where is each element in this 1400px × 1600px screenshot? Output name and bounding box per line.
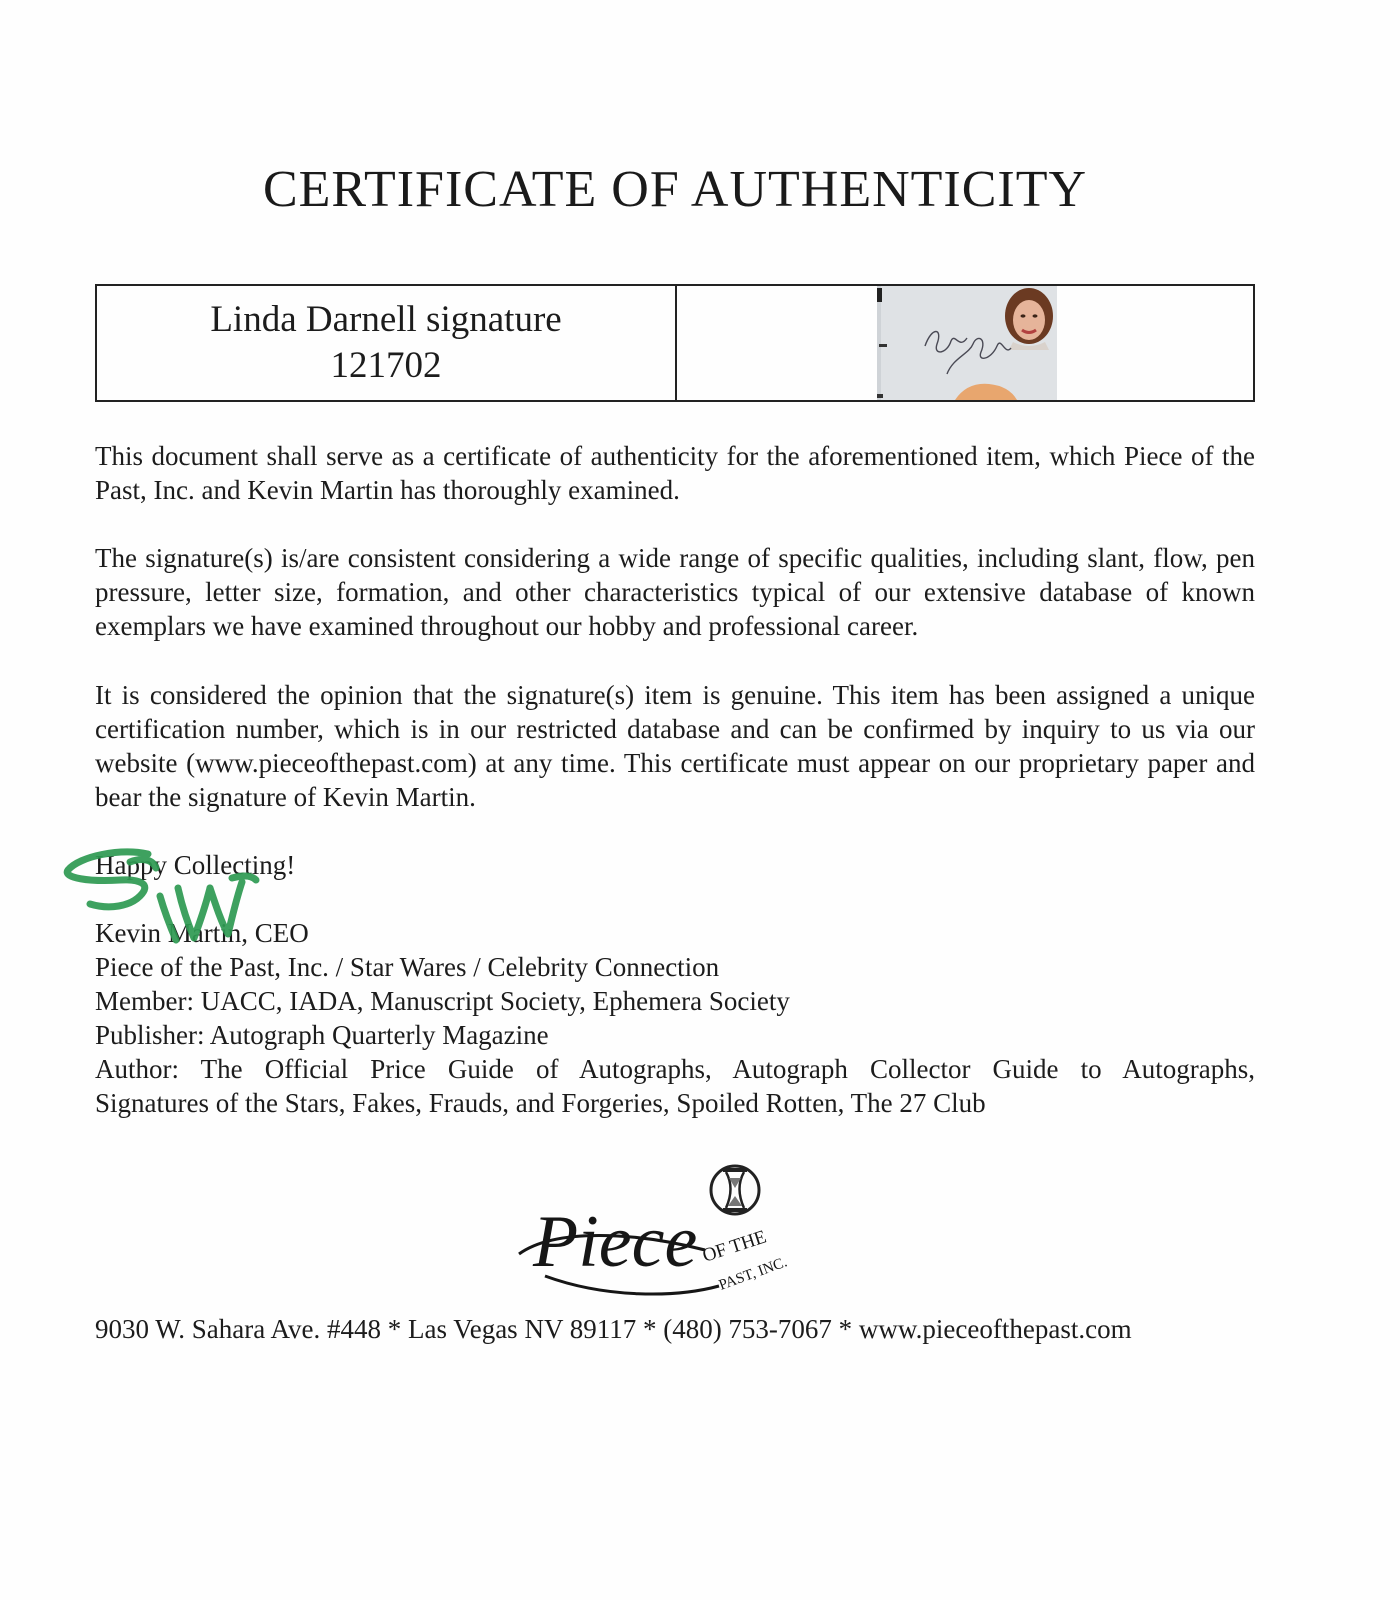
logo-of-the-text: OF THE bbox=[700, 1226, 769, 1267]
closing-text: Happy Collecting! bbox=[95, 850, 296, 880]
author-line-2: Signatures of the Stars, Fakes, Frauds, and Forgeries, Spoiled Rotten, The 27 Club bbox=[95, 1088, 986, 1118]
paragraph-consistency: The signature(s) is/are consistent considering a wide range of specific qualities, including slant, flow, pen pressure, letter size, formation, and other characteristics typical of our extensive database of known exemplars we have examined throughout our hobby and professional career. bbox=[95, 543, 1255, 641]
footer-address: 9030 W. Sahara Ave. #448 * Las Vegas NV 89117 * (480) 753-7067 * www.pieceofthepast.com bbox=[95, 1314, 1132, 1344]
author-line-1: Author: The Official Price Guide of Autographs, Autograph Collector Guide to Autographs, bbox=[95, 1054, 1255, 1084]
handwritten-signature bbox=[60, 848, 270, 958]
autographed-photo-image bbox=[877, 286, 1057, 400]
item-table bbox=[95, 284, 1255, 402]
company-line: Piece of the Past, Inc. / Star Wares / Celebrity Connection bbox=[95, 952, 720, 982]
item-name: Linda Darnell signature bbox=[210, 299, 562, 340]
piece-of-the-past-logo bbox=[515, 1158, 835, 1308]
publisher-line: Publisher: Autograph Quarterly Magazine bbox=[95, 1020, 549, 1050]
certificate-title: CERTIFICATE OF AUTHENTICITY bbox=[262, 161, 1088, 218]
paragraph-intro: This document shall serve as a certificate of authenticity for the aforementioned item, which Piece of the Past, Inc. and Kevin Martin has thoroughly examined. bbox=[95, 441, 1255, 505]
hourglass-icon bbox=[711, 1166, 759, 1214]
signer-name: Kevin Martin, CEO bbox=[95, 918, 309, 948]
certificate-number: 121702 bbox=[330, 345, 442, 386]
logo-past-inc-text: PAST, INC. bbox=[716, 1254, 790, 1294]
item-info-cell bbox=[97, 286, 677, 400]
item-photo-cell bbox=[677, 286, 1253, 400]
autographed-photo-drawing bbox=[877, 286, 1057, 400]
logo-script-text: Piece bbox=[533, 1201, 698, 1283]
membership-line: Member: UACC, IADA, Manuscript Society, Ephemera Society bbox=[95, 986, 790, 1016]
paragraph-opinion: It is considered the opinion that the signature(s) item is genuine. This item has been assigned a unique certification number, which is in our restricted database and can be confirmed by inquiry to us via our website (www.pieceofthepast.com) at any time. This certificate must appear on our proprietary paper and bear the signature of Kevin Martin. bbox=[95, 680, 1255, 812]
